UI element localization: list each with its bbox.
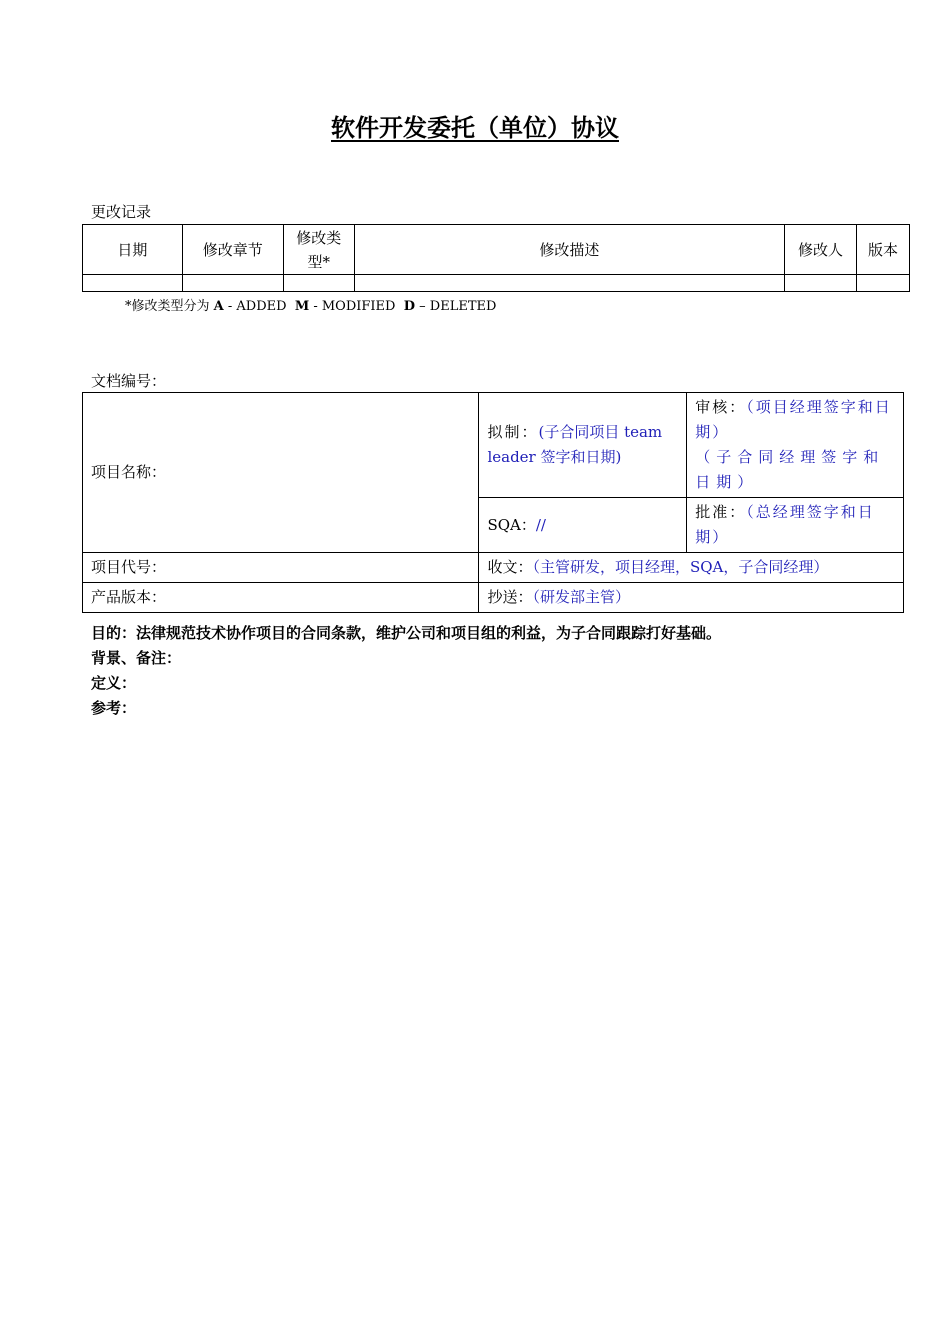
header-type	[283, 225, 354, 275]
project-name-cell[interactable]	[83, 393, 479, 553]
approve-value: （总经理签字和日期）	[695, 503, 875, 546]
definition-line: 定义：	[91, 674, 137, 692]
draft-value: (子合同项目 team leader 签字和日期)	[487, 423, 663, 466]
change-record-header-row	[83, 225, 910, 275]
review-cell[interactable]	[687, 393, 904, 498]
receive-label: 收文：	[487, 558, 533, 576]
change-record-label: 更改记录	[91, 203, 152, 221]
header-version: 版本	[857, 225, 910, 275]
note-a-key: A	[213, 299, 224, 314]
approve-label: 批准：	[695, 503, 747, 521]
draft-cell[interactable]	[479, 393, 687, 498]
review-value-2: （子合同经理签字和日期）	[695, 448, 885, 491]
empty-cell[interactable]	[182, 275, 283, 292]
empty-cell[interactable]	[283, 275, 354, 292]
document-number-label: 文档编号：	[91, 372, 167, 390]
empty-cell[interactable]	[857, 275, 910, 292]
review-value-1: （项目经理签字和日期）	[695, 398, 892, 441]
note-m-text: - MODIFIED	[309, 299, 404, 314]
document-title: 软件开发委托（单位）协议	[331, 114, 619, 142]
product-version-cell[interactable]	[83, 583, 479, 613]
receive-value: （主管研发，项目经理，SQA，子合同经理）	[532, 558, 829, 576]
reference-line: 参考：	[91, 699, 137, 717]
cc-label: 抄送：	[487, 588, 533, 606]
empty-cell[interactable]	[83, 275, 183, 292]
project-code-label: 项目代号：	[91, 558, 167, 576]
header-description: 修改描述	[354, 225, 784, 275]
sqa-cell[interactable]	[479, 498, 687, 553]
cc-value: （研发部主管）	[532, 588, 630, 606]
background-line: 背景、备注：	[91, 649, 182, 667]
note-d-key: D	[403, 299, 416, 314]
approve-cell[interactable]	[687, 498, 904, 553]
note-a-text: - ADDED	[223, 299, 295, 314]
project-code-cell[interactable]	[83, 553, 479, 583]
purpose-line: 目的：法律规范技术协作项目的合同条款，维护公司和项目组的利益，为子合同跟踪打好基础。	[91, 624, 722, 642]
note-m-key: M	[294, 299, 310, 314]
sqa-value: //	[535, 515, 546, 534]
document-info-table	[82, 392, 904, 613]
sqa-label: SQA：	[487, 515, 536, 534]
header-date: 日期	[83, 225, 183, 275]
receive-cell[interactable]	[479, 553, 904, 583]
empty-cell[interactable]	[785, 275, 857, 292]
header-type-text: 修改类型*	[296, 228, 342, 271]
note-d-text: – DELETED	[415, 299, 497, 314]
header-modifier: 修改人	[785, 225, 857, 275]
change-record-table	[82, 224, 910, 292]
header-chapter: 修改章节	[182, 225, 283, 275]
note-prefix: *修改类型分为	[125, 299, 214, 314]
project-name-label: 项目名称：	[91, 463, 167, 481]
review-label: 审核：	[695, 398, 747, 416]
empty-cell[interactable]	[354, 275, 784, 292]
draft-label: 拟制：	[487, 423, 539, 441]
change-record-empty-row	[83, 275, 910, 292]
product-version-label: 产品版本：	[91, 588, 167, 606]
change-type-note	[125, 295, 496, 314]
cc-cell[interactable]	[479, 583, 904, 613]
